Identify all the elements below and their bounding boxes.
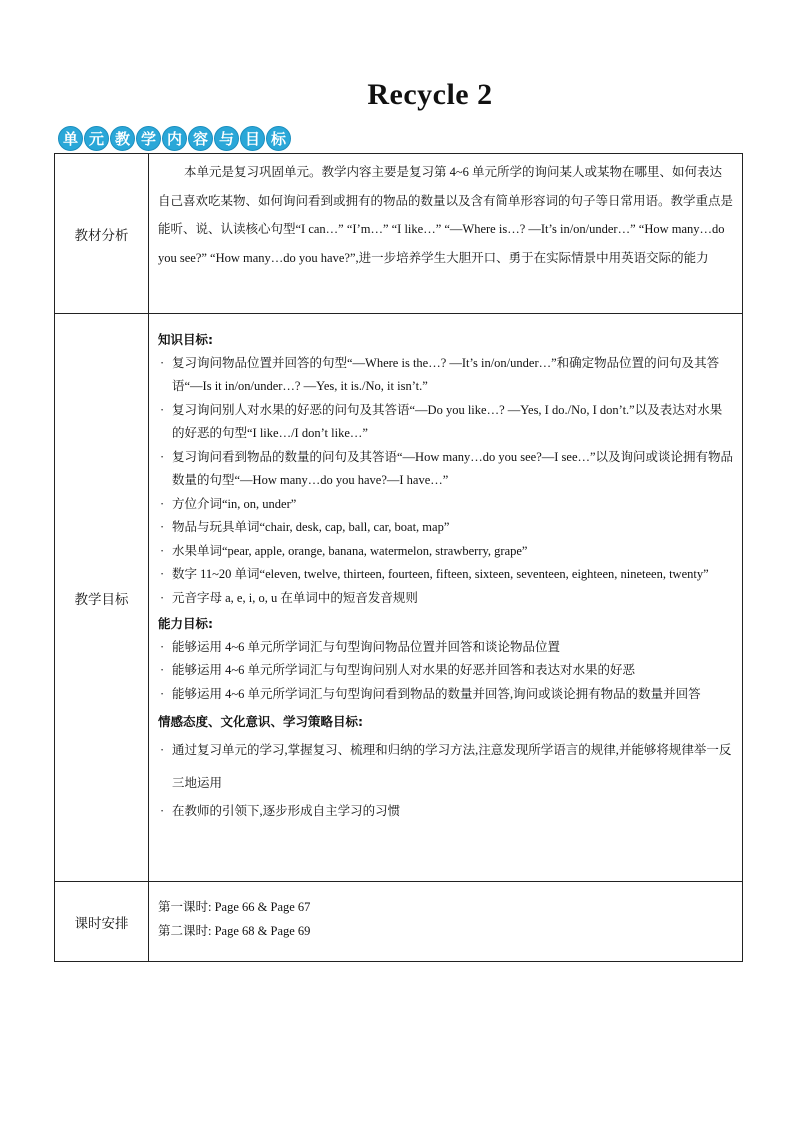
section-header-char: 单	[58, 126, 83, 151]
section-header-char: 内	[162, 126, 187, 151]
schedule-line: 第二课时: Page 68 & Page 69	[158, 923, 311, 938]
section-header-char: 标	[266, 126, 291, 151]
row-label-goals: 教学目标	[55, 314, 149, 882]
document-title: Recycle 2	[367, 78, 493, 111]
ability-item: · 能够运用 4~6 单元所学词汇与句型询问物品位置并回答和谈论物品位置	[160, 639, 561, 654]
knowledge-item: · 复习询问看到物品的数量的问句及其答语“—How many…do you see?—I see…”以及询问或谈论拥有物品数量的句型“—How many…do you have?—I have…”	[160, 449, 734, 487]
table-row-goals	[55, 314, 743, 882]
section-header-char: 目	[240, 126, 265, 151]
attitude-item: · 在教师的引领下,逐步形成自主学习的习惯	[160, 803, 401, 818]
section-header-char: 容	[188, 126, 213, 151]
knowledge-item: · 复习询问别人对水果的好恶的问句及其答语“—Do you like…? —Yes, I do./No, I don’t.”以及表达对水果的好恶的句型“I like…/I don’t like…”	[160, 402, 723, 440]
section-header-char: 元	[84, 126, 109, 151]
ability-heading: 能力目标:	[158, 616, 213, 631]
table-row-analysis	[55, 154, 743, 314]
knowledge-item: · 水果单词“pear, apple, orange, banana, watermelon, strawberry, grape”	[160, 543, 528, 558]
schedule-content	[149, 882, 743, 962]
ability-item: · 能够运用 4~6 单元所学词汇与句型询问别人对水果的好恶并回答和表达对水果的好恶	[160, 663, 636, 677]
section-header	[58, 123, 292, 153]
attitude-heading: 情感态度、文化意识、学习策略目标:	[158, 714, 363, 729]
schedule-line: 第一课时: Page 66 & Page 67	[158, 900, 311, 914]
section-header-char: 教	[110, 126, 135, 151]
knowledge-item: · 数字 11~20 单词“eleven, twelve, thirteen, fourteen, fifteen, sixteen, seventeen, eighteen, nineteen, twenty”	[160, 567, 709, 581]
analysis-content	[149, 154, 743, 314]
knowledge-item: · 复习询问物品位置并回答的句型“—Where is the…? —It’s in/on/under…”和确定物品位置的问句及其答语“—Is it in/on/under…? —Yes, it is./No, it isn’t.”	[160, 355, 720, 393]
knowledge-item: · 元音字母 a, e, i, o, u 在单词中的短音发音规则	[160, 590, 418, 605]
knowledge-item: · 方位介词“in, on, under”	[160, 496, 297, 511]
analysis-text: 本单元是复习巩固单元。教学内容主要是复习第 4~6 单元所学的询问某人或某物在哪里、如何表达自己喜欢吃某物、如何询问看到或拥有的物品的数量以及含有简单形容词的句子等日常用语。教学重点是能听、说、认读核心句型“I can…” “I’m…” “I like…” “—Where is…? —It’s in/on/under…” “How many…do you see?” “How many…do you have?”,进一步培养学生大胆开口、勇于在实际情景中用英语交际的能力	[158, 165, 734, 265]
section-header-char: 与	[214, 126, 239, 151]
section-header-char: 学	[136, 126, 161, 151]
lesson-plan-table	[54, 153, 743, 962]
attitude-item: · 通过复习单元的学习,掌握复习、梳理和归纳的学习方法,注意发现所学语言的规律,并能够将规律举一反三地运用	[160, 742, 732, 790]
table-row-schedule	[55, 882, 743, 962]
knowledge-heading: 知识目标:	[158, 332, 213, 347]
goals-content	[149, 314, 743, 882]
knowledge-item: · 物品与玩具单词“chair, desk, cap, ball, car, boat, map”	[160, 520, 450, 534]
ability-item: · 能够运用 4~6 单元所学词汇与句型询问看到物品的数量并回答,询问或谈论拥有物品的数量并回答	[160, 686, 701, 701]
row-label-schedule: 课时安排	[55, 882, 149, 962]
row-label-analysis: 教材分析	[55, 154, 149, 314]
